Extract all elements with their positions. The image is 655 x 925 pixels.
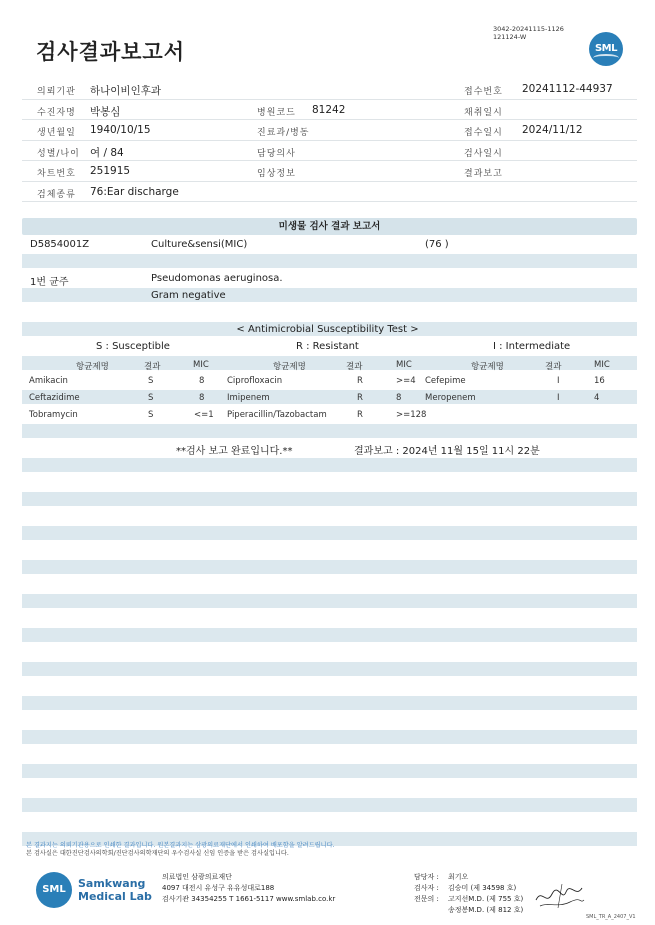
report-complete: **검사 보고 완료입니다.** xyxy=(176,446,293,457)
drug-mic: 8 xyxy=(199,393,205,403)
stripe xyxy=(22,424,637,438)
address-line-3: 검사기관 34354255 T 1661-5117 www.smlab.co.kr xyxy=(162,895,336,903)
sml-footer-logo-icon: SML xyxy=(36,872,72,908)
drug-name: Meropenem xyxy=(425,393,476,403)
tester-label: 검사자 : xyxy=(414,884,439,892)
col-result-3: 결과 xyxy=(545,362,562,372)
requester-label: 의뢰기관 xyxy=(37,87,76,97)
organism-name: Pseudomonas aeruginosa. xyxy=(151,273,283,284)
col-mic-2: MIC xyxy=(396,360,412,370)
chart-no-label: 차트번호 xyxy=(37,169,76,179)
brand-line-2: Medical Lab xyxy=(78,890,152,903)
clinical-label: 임상정보 xyxy=(257,169,296,179)
birth-label: 생년월일 xyxy=(37,128,76,138)
receipt-date-value: 2024/11/12 xyxy=(522,124,583,136)
info-row-3 xyxy=(22,120,637,141)
report-label: 결과보고 xyxy=(464,169,503,179)
collect-date-label: 채취일시 xyxy=(464,107,503,118)
footer-address xyxy=(162,872,335,905)
col-mic-3: MIC xyxy=(594,360,610,370)
drug-result: R xyxy=(357,393,363,403)
organism-label: 1번 균주 xyxy=(30,277,69,288)
brand-line-1: Samkwang xyxy=(78,877,146,890)
document-code xyxy=(493,25,564,41)
info-row-2 xyxy=(22,100,637,121)
drug-result: R xyxy=(357,376,363,386)
patient-label: 수진자명 xyxy=(37,107,76,118)
info-row-1 xyxy=(22,79,637,100)
doctor-label: 담당의사 xyxy=(257,148,296,159)
specialist-value-2: 송정봉M.D. (제 812 호) xyxy=(448,906,524,914)
col-result-2: 결과 xyxy=(346,362,363,372)
info-row-4 xyxy=(22,141,637,162)
legend-intermediate: I : Intermediate xyxy=(493,341,571,352)
test-name: Culture&sensi(MIC) xyxy=(151,239,248,250)
drug-name: Imipenem xyxy=(227,393,270,403)
patient-info-table xyxy=(22,79,637,202)
report-time: 결과보고 : 2024년 11월 15일 11시 22분 xyxy=(354,446,540,457)
document-code-line1: 3042-20241115-1126 xyxy=(493,25,564,33)
stripe xyxy=(22,628,637,642)
drug-result: R xyxy=(357,410,363,420)
drug-name: Tobramycin xyxy=(29,410,78,420)
drug-mic: >=4 xyxy=(396,376,416,386)
staff-value: 최기오 xyxy=(448,873,469,881)
stripe xyxy=(22,492,637,506)
sex-age-value: 여 / 84 xyxy=(90,146,124,159)
drug-result: I xyxy=(557,393,560,403)
footer-notice xyxy=(26,842,335,858)
drug-result: S xyxy=(148,376,154,386)
drug-result: S xyxy=(148,410,154,420)
notice-line-2: 본 검사실은 대한진단검사의학회/진단검사의학재단의 우수검사실 신임 인증을 받은 검사실입니다. xyxy=(26,850,289,857)
stripe xyxy=(22,764,637,778)
drug-result: S xyxy=(148,393,154,403)
stripe xyxy=(22,560,637,574)
receipt-date-label: 접수일시 xyxy=(464,128,503,138)
address-line-1: 의료법인 삼광의료재단 xyxy=(162,873,232,881)
drug-name: Amikacin xyxy=(29,376,68,386)
form-code: SML_TR_A_2407_V1 xyxy=(586,914,636,920)
signature-icon xyxy=(532,880,586,912)
sml-logo-icon: SML xyxy=(589,32,623,66)
col-drug-3: 항균제명 xyxy=(471,362,504,372)
specialist-label: 전문의 : xyxy=(414,895,439,903)
address-line-2: 4097 대전시 유성구 유유성대로188 xyxy=(162,884,275,892)
drug-mic: 16 xyxy=(594,376,605,386)
requester-value: 하나이비인후과 xyxy=(90,85,162,97)
document-code-line2: 121124-W xyxy=(493,33,527,41)
info-row-5 xyxy=(22,161,637,182)
drug-result: I xyxy=(557,376,560,386)
col-result-1: 결과 xyxy=(144,362,161,372)
dept-label: 진료과/병동 xyxy=(257,128,310,138)
legend-susceptible: S : Susceptible xyxy=(96,341,170,352)
drug-name: Piperacillin/Tazobactam xyxy=(227,410,327,420)
drug-mic: >=128 xyxy=(396,410,427,420)
stripe xyxy=(22,662,637,676)
col-mic-1: MIC xyxy=(193,360,209,370)
test-number: (76 ) xyxy=(425,239,449,250)
section-title: 미생물 검사 결과 보고서 xyxy=(22,218,637,235)
info-row-6 xyxy=(22,182,637,203)
specimen-value: 76:Ear discharge xyxy=(90,185,179,198)
test-code: D5854001Z xyxy=(30,239,90,250)
footer-brand xyxy=(78,877,152,903)
drug-mic: 4 xyxy=(594,393,600,403)
stripe xyxy=(22,594,637,608)
sex-age-label: 성별/나이 xyxy=(37,148,80,159)
stripe xyxy=(22,390,637,404)
specialist-value-1: 고지선M.D. (제 755 호) xyxy=(448,895,524,903)
col-drug-1: 항균제명 xyxy=(76,362,109,372)
patient-value: 박봉심 xyxy=(90,105,121,118)
footer-signatories xyxy=(414,872,523,916)
legend-resistant: R : Resistant xyxy=(296,341,359,352)
stripe xyxy=(22,254,637,268)
birth-value: 1940/10/15 xyxy=(90,124,151,136)
stripe xyxy=(22,458,637,472)
chart-no-value: 251915 xyxy=(90,165,131,177)
stripe xyxy=(22,730,637,744)
col-drug-2: 항균제명 xyxy=(273,362,306,372)
drug-name: Ceftazidime xyxy=(29,393,80,403)
stripe xyxy=(22,288,637,302)
page-title: 검사결과보고서 xyxy=(36,40,186,64)
drug-mic: 8 xyxy=(199,376,205,386)
hospital-code-value: 81242 xyxy=(312,103,346,116)
ast-title: < Antimicrobial Susceptibility Test > xyxy=(236,324,419,335)
hospital-code-label: 병원코드 xyxy=(257,107,296,118)
staff-label: 담당자 : xyxy=(414,873,439,881)
receipt-no-value: 20241112-44937 xyxy=(522,83,613,95)
drug-name: Cefepime xyxy=(425,376,466,386)
drug-mic: <=1 xyxy=(194,410,214,420)
stripe xyxy=(22,798,637,812)
tester-value: 김승미 (제 34598 호) xyxy=(448,884,517,892)
notice-line-1: 본 결과지는 의뢰기관용으로 인쇄한 결과입니다. 원본결과지는 삼광의료재단에서 인쇄하여 배포함을 알려드립니다. xyxy=(26,842,335,849)
drug-mic: 8 xyxy=(396,393,402,403)
gram-stain: Gram negative xyxy=(151,290,226,301)
drug-name: Ciprofloxacin xyxy=(227,376,283,386)
test-date-label: 검사일시 xyxy=(464,148,503,159)
stripe xyxy=(22,696,637,710)
specimen-label: 검체종류 xyxy=(37,189,76,200)
stripe xyxy=(22,526,637,540)
receipt-no-label: 접수번호 xyxy=(464,87,503,97)
